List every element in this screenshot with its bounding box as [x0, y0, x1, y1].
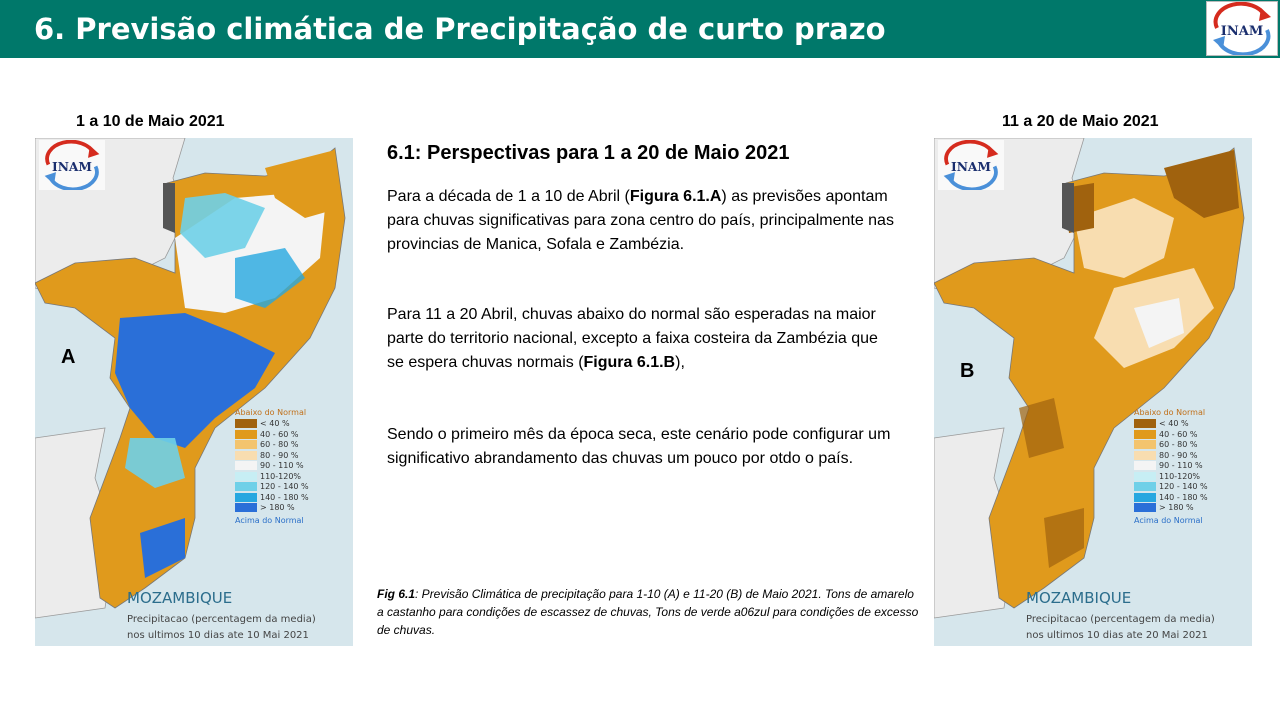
legend-swatch	[1134, 493, 1156, 502]
legend-item	[235, 493, 345, 504]
paragraph-1-text: Para a década de 1 a 10 de Abril (	[387, 188, 630, 205]
legend-item	[235, 461, 345, 472]
legend-swatch	[235, 419, 257, 428]
legend-swatch	[235, 472, 257, 481]
inam-logo-text: INAM	[1220, 24, 1264, 39]
map-b-country: MOZAMBIQUE	[1026, 589, 1132, 607]
legend-item-label: 40 - 60 %	[260, 429, 299, 439]
map-a-inam-logo	[39, 140, 105, 190]
legend-item-label: 80 - 90 %	[1159, 450, 1198, 460]
legend-swatch	[1134, 440, 1156, 449]
legend-item	[1134, 493, 1244, 504]
legend-item	[1134, 419, 1244, 430]
legend-item	[235, 430, 345, 441]
map-b-caption-line1: Precipitacao (percentagem da media)	[1026, 614, 1215, 625]
legend-item-label: 40 - 60 %	[1159, 429, 1198, 439]
legend-swatch	[235, 461, 257, 470]
figure-caption	[377, 585, 922, 639]
legend-item-label: 120 - 140 %	[260, 482, 309, 491]
map-a-legend	[235, 408, 345, 525]
figure-ref-a: Figura 6.1.A	[629, 188, 722, 205]
map-a-caption-line1: Precipitacao (percentagem da media)	[127, 614, 316, 625]
map-b-letter: B	[960, 360, 975, 382]
paragraph-2	[387, 303, 897, 375]
legend-swatch	[235, 440, 257, 449]
legend-item-label: 60 - 80 %	[260, 440, 299, 449]
map-b-caption-line2: nos ultimos 10 dias ate 20 Mai 2021	[1026, 630, 1208, 641]
legend-swatch	[1134, 461, 1156, 470]
legend-item-label: 90 - 110 %	[1159, 461, 1203, 470]
paragraph-2-text: Para 11 a 20 Abril, chuvas abaixo do normal são esperadas na maior parte do territorio nacional, excepto a faixa costeira da Zambézia que se espera chuvas normais (	[387, 306, 878, 371]
legend-item-label: 140 - 180 %	[1159, 492, 1208, 502]
figure-caption-label: Fig 6.1	[377, 587, 416, 601]
legend-item	[235, 482, 345, 493]
legend-item-label: 140 - 180 %	[260, 492, 309, 502]
legend-item-label: 110-120%	[260, 471, 302, 481]
paragraph-1-text-end: ) as previsões apontam para chuvas significativas para zona centro do país, principalmente nas provincias de Manica, Sofala e Zambézia.	[387, 188, 894, 253]
map-b	[934, 138, 1252, 646]
header-bar	[0, 0, 1280, 58]
legend-bottom: Acima do Normal	[1134, 515, 1203, 525]
legend-title: Abaixo do Normal	[235, 408, 307, 417]
legend-swatch	[235, 430, 257, 439]
legend-item-label: 60 - 80 %	[1159, 440, 1198, 449]
legend-swatch	[235, 482, 257, 491]
legend-item	[1134, 440, 1244, 451]
legend-items	[235, 419, 345, 514]
slide-title: 6. Previsão climática de Precipitação de curto prazo	[34, 12, 886, 46]
legend-item-label: 80 - 90 %	[260, 450, 299, 460]
legend-item-label: > 180 %	[260, 503, 295, 512]
paragraph-2-text-end: ),	[675, 354, 685, 371]
map-a-logo-text: INAM	[52, 159, 92, 175]
map-b-legend	[1134, 408, 1244, 525]
legend-swatch	[1134, 419, 1156, 428]
legend-item	[235, 503, 345, 514]
legend-item-label: < 40 %	[260, 419, 290, 428]
figure-ref-b: Figura 6.1.B	[583, 354, 676, 371]
legend-title: Abaixo do Normal	[1134, 408, 1206, 417]
legend-swatch	[1134, 430, 1156, 439]
legend-item	[1134, 472, 1244, 483]
map-b-graphic	[934, 138, 1252, 646]
map-b-logo-text: INAM	[951, 159, 991, 175]
legend-item-label: 90 - 110 %	[260, 461, 304, 470]
map-b-period-label: 11 a 20 de Maio 2021	[1002, 113, 1159, 130]
paragraph-1	[387, 185, 897, 257]
legend-item-label: > 180 %	[1159, 503, 1194, 512]
legend-item	[1134, 482, 1244, 493]
legend-swatch	[1134, 482, 1156, 491]
legend-item	[235, 440, 345, 451]
legend-item	[1134, 451, 1244, 462]
legend-item-label: < 40 %	[1159, 419, 1189, 428]
map-a	[35, 138, 353, 646]
map-a-graphic	[35, 138, 353, 646]
map-b-inam-logo	[938, 140, 1004, 190]
map-a-period-label: 1 a 10 de Maio 2021	[76, 113, 225, 130]
legend-swatch	[235, 493, 257, 502]
legend-bottom: Acima do Normal	[235, 515, 304, 525]
legend-item-label: 120 - 140 %	[1159, 482, 1208, 491]
legend-swatch	[235, 503, 257, 512]
legend-item	[235, 451, 345, 462]
legend-item	[235, 419, 345, 430]
section-title: 6.1: Perspectivas para 1 a 20 de Maio 2021	[387, 142, 790, 164]
legend-item	[1134, 430, 1244, 441]
map-a-country: MOZAMBIQUE	[127, 589, 233, 607]
legend-swatch	[1134, 472, 1156, 481]
legend-swatch	[1134, 451, 1156, 460]
map-a-caption-line2: nos ultimos 10 dias ate 10 Mai 2021	[127, 630, 309, 641]
legend-swatch	[235, 451, 257, 460]
inam-logo	[1206, 1, 1278, 56]
map-a-letter: A	[61, 346, 76, 368]
legend-swatch	[1134, 503, 1156, 512]
legend-item	[1134, 461, 1244, 472]
legend-items	[1134, 419, 1244, 514]
legend-item	[1134, 503, 1244, 514]
paragraph-3: Sendo o primeiro mês da época seca, este cenário pode configurar um significativo abrandamento das chuvas um pouco por otdo o país.	[387, 426, 891, 467]
figure-caption-text: : Previsão Climática de precipitação para 1-10 (A) e 11-20 (B) de Maio 2021. Tons de amarelo a castanho para condições de escassez de chuvas, Tons de verde a06zul para condições de excesso de chuvas.	[377, 587, 919, 637]
legend-item	[235, 472, 345, 483]
legend-item-label: 110-120%	[1159, 471, 1201, 481]
